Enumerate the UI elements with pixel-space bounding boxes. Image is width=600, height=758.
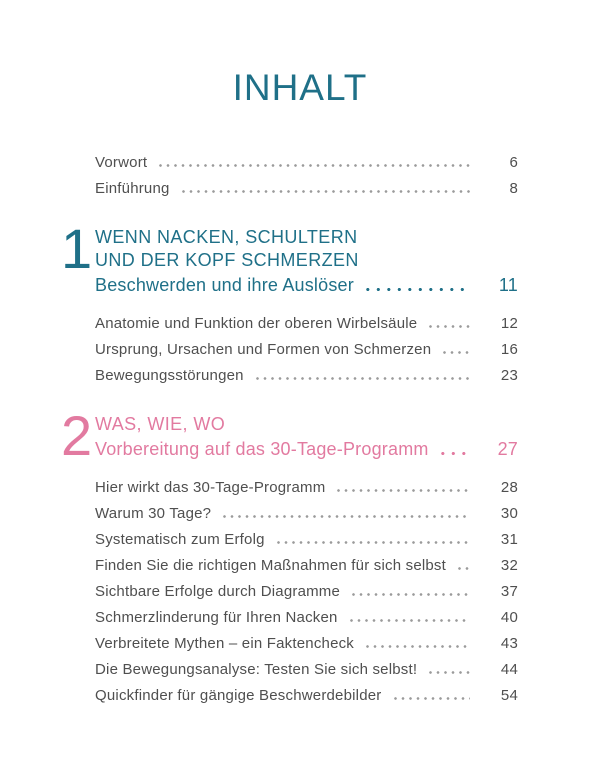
toc-row-label: Bewegungsstörungen — [95, 367, 244, 384]
toc-page-number: 23 — [500, 367, 518, 384]
toc-row — [95, 176, 518, 202]
toc-row — [95, 657, 518, 683]
toc-row — [95, 311, 518, 337]
chapter-2-subtitle-row — [95, 436, 518, 463]
dot-leader — [458, 567, 470, 570]
dot-leader — [159, 164, 470, 167]
toc-row-label: Ursprung, Ursachen und Formen von Schmerzen — [95, 341, 432, 358]
toc-page-number: 12 — [500, 315, 518, 332]
dot-leader — [441, 452, 470, 455]
toc-row-label: Die Bewegungsanalyse: Testen Sie sich selbst! — [95, 661, 418, 678]
toc-row — [95, 527, 518, 553]
toc-row — [95, 631, 518, 657]
dot-leader — [277, 541, 470, 544]
toc-row — [95, 501, 518, 527]
dot-leader — [337, 489, 470, 492]
toc-page-number: 40 — [500, 609, 518, 626]
toc-page-number: 28 — [500, 479, 518, 496]
toc-page-number: 31 — [500, 531, 518, 548]
toc-row — [95, 337, 518, 363]
chapter-1-section — [61, 217, 518, 389]
toc-row-label: Systematisch zum Erfolg — [95, 531, 265, 548]
chapter-1-number: 1 — [61, 217, 93, 280]
page-title: INHALT — [232, 67, 368, 108]
toc-row-label: Anatomie und Funktion der oberen Wirbelsäule — [95, 315, 418, 332]
toc-row — [95, 553, 518, 579]
dot-leader — [182, 190, 470, 193]
toc-page-number: 37 — [500, 583, 518, 600]
dot-leader — [429, 325, 470, 328]
toc-page-number: 8 — [509, 180, 518, 197]
front-matter-section — [95, 150, 518, 202]
chapter-2-number: 2 — [61, 404, 93, 467]
chapter-2-subtitle: Vorbereitung auf das 30-Tage-Programm — [95, 439, 429, 459]
toc-row-label: Verbreitete Mythen – ein Faktencheck — [95, 635, 355, 652]
toc-row — [95, 363, 518, 389]
chapter-2-items — [95, 475, 518, 709]
dot-leader — [443, 351, 470, 354]
toc-page-number: 6 — [509, 154, 518, 171]
toc-row-label: Warum 30 Tage? — [95, 505, 212, 522]
chapter-1-title-line-2: UND DER KOPF SCHMERZEN — [95, 250, 359, 270]
chapter-1-title-line-1: WENN NACKEN, SCHULTERN — [95, 227, 358, 247]
dot-leader — [256, 377, 470, 380]
toc-row-label: Vorwort — [95, 154, 148, 171]
toc-page-number: 16 — [500, 341, 518, 358]
toc-row-label: Hier wirkt das 30-Tage-Programm — [95, 479, 326, 496]
dot-leader — [429, 671, 470, 674]
chapter-2-title-line-1: WAS, WIE, WO — [95, 414, 226, 434]
dot-leader — [223, 515, 470, 518]
dot-leader — [366, 288, 470, 291]
toc-row — [95, 605, 518, 631]
toc-row — [95, 475, 518, 501]
dot-leader — [394, 697, 471, 700]
toc-page-number: 30 — [500, 505, 518, 522]
toc-page-number: 44 — [500, 661, 518, 678]
dot-leader — [366, 645, 470, 648]
toc-row-label: Sichtbare Erfolge durch Diagramme — [95, 583, 341, 600]
chapter-2-page-number: 27 — [497, 439, 518, 459]
chapter-1-subtitle: Beschwerden und ihre Auslöser — [95, 275, 354, 295]
chapter-1-items — [95, 311, 518, 389]
toc-page-number: 54 — [500, 687, 518, 704]
toc-page-number: 43 — [500, 635, 518, 652]
dot-leader — [352, 593, 470, 596]
toc-row-label: Finden Sie die richtigen Maßnahmen für sich selbst — [95, 557, 447, 574]
chapter-1-page-number: 11 — [498, 275, 518, 295]
chapter-2-section — [61, 404, 518, 709]
chapter-1-subtitle-row — [95, 272, 518, 299]
toc-page-number: 32 — [500, 557, 518, 574]
toc-row-label: Quickfinder für gängige Beschwerdebilder — [95, 687, 382, 704]
toc-row — [95, 150, 518, 176]
toc-row-label: Einführung — [95, 180, 170, 197]
dot-leader — [350, 619, 470, 622]
toc-row — [95, 579, 518, 605]
toc-row-label: Schmerzlinderung für Ihren Nacken — [95, 609, 338, 626]
toc-row — [95, 683, 518, 709]
